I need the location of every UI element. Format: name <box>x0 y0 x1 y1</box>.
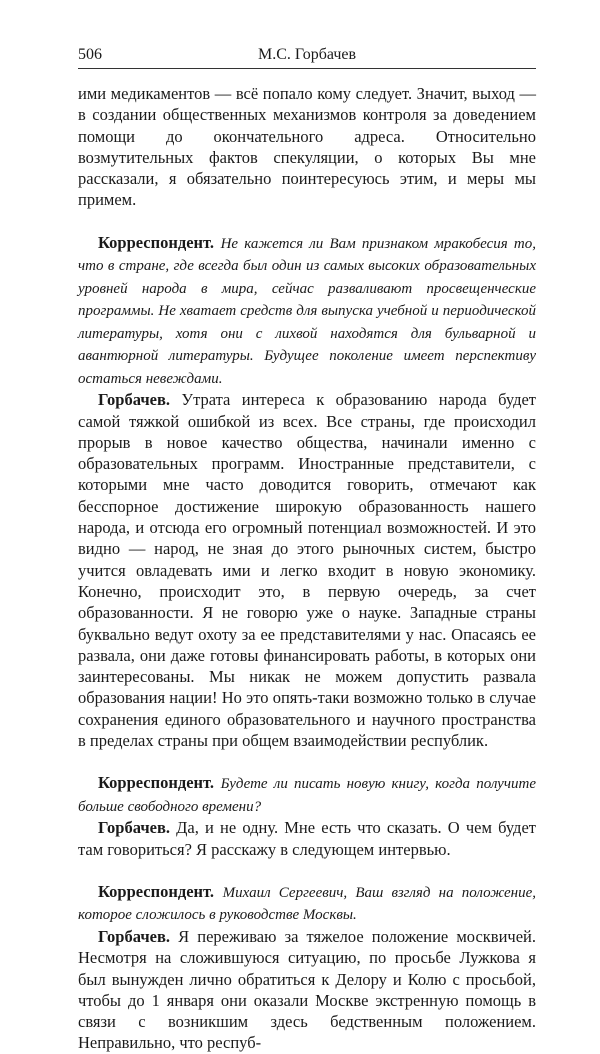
question-paragraph <box>78 232 536 390</box>
question-paragraph <box>78 772 536 817</box>
answer-paragraph <box>78 389 536 751</box>
answer-text: Да, и не одну. Мне есть что сказать. О чем будет там говориться? Я расскажу в следующем интервью. <box>78 818 536 859</box>
book-page <box>78 46 536 1054</box>
question-text: Будете ли писать новую книгу, когда получите больше свободного времени? <box>78 776 536 815</box>
page-number: 506 <box>78 46 102 63</box>
answer-speaker: Горбачев. <box>98 818 170 838</box>
running-title: М.С. Горбачев <box>257 46 357 63</box>
question-paragraph <box>78 881 536 926</box>
answer-speaker: Горбачев. <box>98 390 170 410</box>
question-speaker: Корреспондент. <box>98 881 215 901</box>
question-speaker: Корреспондент. <box>98 232 215 252</box>
answer-text: Утрата интереса к образованию народа будет самой тяжкой ошибкой из всех. Все страны, где происходил прорыв в новое качество общества, начинали именно с образовательных программ. Иностранные представители, с которыми мне часто доводится говорить, отмечают как бесспорное достижение широкую образованность нашего народа, и отсюда его огромный потенциал возможностей. И это видно — народ, не зная до этого рыночных систем, быстро учится овладевать ими и легко входит в новую экономику. Конечно, происходит это, в первую очередь, за счет образованности. Я не говорю уже о науке. Западные страны буквально ведут охоту за ее представителями у нас. Опасаясь ее развала, они даже готовы финансировать работы, в которых они заинтересованы. Мы никак не можем допустить развала образования нации! Но это опять-таки возможно только в случае сохранения единого образовательного и научного пространства в пределах страны при общем взаимодействии республик. <box>78 390 536 751</box>
intro-paragraph: ими медикаментов — всё попало кому следует. Значит, выход — в создании общественных механизмов контроля за доведением помощи до окончательного адреса. Относительно возмутительных фактов спекуляции, о которых Вы мне рассказали, я обязательно поинтересуюсь этим, и меры мы примем. <box>78 84 536 210</box>
page-body <box>78 69 536 1054</box>
question-text: Не кажется ли Вам признаком мракобесия то, что в стране, где всегда был один из самых высоких образовательных уровней народа в мира, сейчас разваливают просвещенческие программы. Не хватает средств для выпуска учебной и периодической литературы, хотя они с лихвой находятся для бульварной и авантюрной литературы. Будущее поколение имеет перспективу остаться невеждами. <box>78 235 537 387</box>
answer-speaker: Горбачев. <box>98 926 170 946</box>
answer-text: Я переживаю за тяжелое положение москвичей. Несмотря на сложившуюся ситуацию, по просьбе Лужкова я был вынужден лично обратиться к Делору и Колю с просьбой, чтобы до 1 января они оказали Москве экстренную помощь в связи с возникшим здесь бедственным положением. Неправильно, что респуб- <box>78 926 536 1053</box>
exchange-1 <box>78 232 536 752</box>
question-speaker: Корреспондент. <box>98 773 215 793</box>
exchange-3 <box>78 881 536 1054</box>
answer-paragraph <box>78 926 536 1054</box>
page-header <box>78 46 536 68</box>
question-text: Михаил Сергеевич, Ваш взгляд на положение, которое сложилось в руководстве Москвы. <box>78 884 537 924</box>
answer-paragraph <box>78 817 536 860</box>
exchange-2 <box>78 772 536 860</box>
